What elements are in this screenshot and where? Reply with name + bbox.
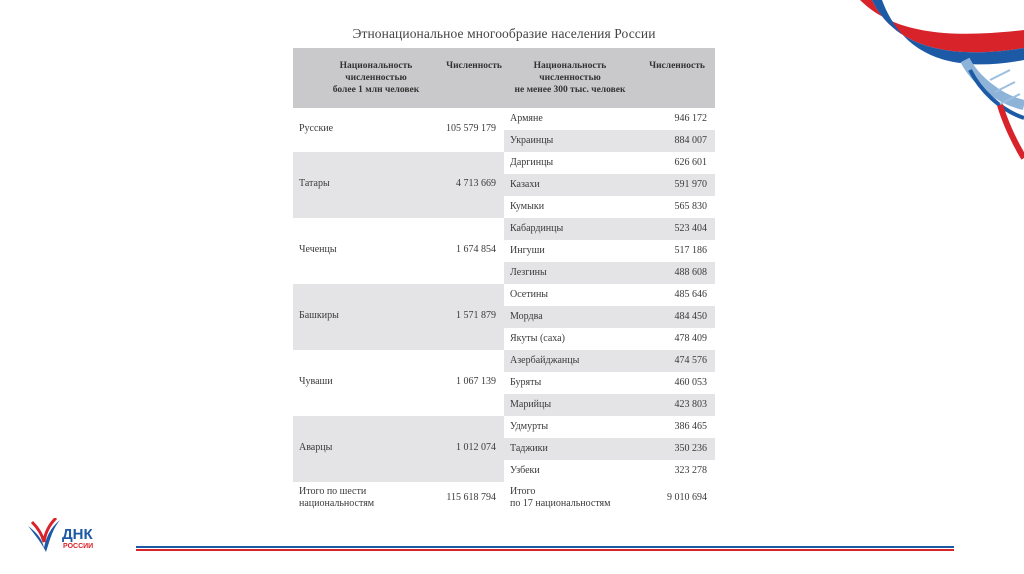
header-col-count-1: Численность: [446, 61, 502, 71]
population-value: 517 186: [674, 245, 707, 256]
total-left-label: Итого по шести национальностям: [299, 486, 375, 509]
table-row: [504, 284, 715, 306]
major-group: [293, 284, 504, 350]
major-group: [293, 350, 504, 416]
major-population-value: 4 713 669: [456, 178, 496, 189]
table-row: [504, 262, 715, 284]
totals-row: [293, 482, 715, 518]
nationality-name: Кабардинцы: [510, 223, 564, 234]
logo-text-dnk: ДНК: [62, 526, 93, 543]
major-nationality-name: Татары: [299, 178, 330, 189]
nationality-name: Узбеки: [510, 465, 540, 476]
population-value: 485 646: [674, 289, 707, 300]
total-right-label: Итого по 17 национальностям: [510, 486, 611, 509]
nationality-name: Кумыки: [510, 201, 545, 212]
table-row: [504, 416, 715, 438]
header-col-nationality-300k: Национальность численностью не менее 300 тыс. человек: [514, 61, 626, 95]
nationality-name: Якуты (саха): [510, 333, 565, 344]
population-value: 565 830: [674, 201, 707, 212]
flag-ribbon-decoration: [850, 0, 1024, 170]
nationality-name: Таджики: [510, 443, 548, 454]
table-row: [504, 130, 715, 152]
table-row: [504, 152, 715, 174]
table-row: [504, 350, 715, 372]
population-value: 474 576: [674, 355, 707, 366]
table-row: [504, 438, 715, 460]
table-title: Этнонациональное многообразие населения России: [352, 26, 656, 41]
major-population-value: 1 012 074: [456, 442, 496, 453]
population-value: 884 007: [674, 135, 707, 146]
population-value: 523 404: [674, 223, 707, 234]
nationality-name: Осетины: [510, 289, 549, 300]
footer-divider: [136, 546, 954, 551]
table-row: [504, 372, 715, 394]
major-nationality-name: Аварцы: [299, 442, 333, 453]
total-left-value: 115 618 794: [446, 492, 496, 503]
logo-text-rossii: РОССИИ: [63, 543, 94, 550]
dnk-logo: [26, 518, 116, 562]
table-row: [504, 174, 715, 196]
major-group: [293, 218, 504, 284]
major-group: [293, 152, 504, 218]
major-nationality-name: Чуваши: [299, 376, 333, 387]
table-row: [504, 306, 715, 328]
nationality-name: Казахи: [510, 179, 540, 190]
population-value: 386 465: [674, 421, 707, 432]
population-value: 478 409: [674, 333, 707, 344]
major-nationality-name: Чеченцы: [299, 244, 337, 255]
major-nationality-name: Русские: [299, 123, 334, 134]
table-row: [504, 218, 715, 240]
table-row: [504, 328, 715, 350]
major-population-value: 105 579 179: [446, 123, 496, 134]
population-value: 946 172: [674, 113, 707, 124]
nationality-name: Ингуши: [510, 245, 545, 256]
population-value: 460 053: [674, 377, 707, 388]
nationality-name: Лезгины: [510, 267, 547, 278]
nationality-name: Армяне: [510, 113, 543, 124]
nationality-name: Мордва: [510, 311, 543, 322]
header-col-count-2: Численность: [649, 61, 705, 71]
major-group: [293, 416, 504, 482]
table-row: [504, 108, 715, 130]
major-population-value: 1 571 879: [456, 310, 496, 321]
population-value: 350 236: [674, 443, 707, 454]
table-header: [293, 48, 715, 108]
nationality-name: Буряты: [510, 377, 542, 388]
total-right-value: 9 010 694: [667, 492, 707, 503]
major-nationality-name: Башкиры: [299, 310, 339, 321]
nationality-name: Даргинцы: [510, 157, 554, 168]
nationality-name: Удмурты: [510, 421, 549, 432]
major-population-value: 1 067 139: [456, 376, 496, 387]
table-row: [504, 196, 715, 218]
population-value: 423 803: [674, 399, 707, 410]
major-group: [293, 108, 504, 152]
population-value: 626 601: [674, 157, 707, 168]
population-value: 488 608: [674, 267, 707, 278]
population-value: 484 450: [674, 311, 707, 322]
nationality-name: Украинцы: [510, 135, 554, 146]
table-row: [504, 460, 715, 482]
table-row: [504, 394, 715, 416]
nationality-name: Азербайджанцы: [510, 355, 580, 366]
nationality-name: Марийцы: [510, 399, 552, 410]
dove-emblem-icon: [26, 518, 62, 558]
population-value: 323 278: [674, 465, 707, 476]
major-population-value: 1 674 854: [456, 244, 496, 255]
population-value: 591 970: [674, 179, 707, 190]
header-col-nationality-1m: Национальность численностью более 1 млн человек: [332, 61, 420, 95]
table-row: [504, 240, 715, 262]
